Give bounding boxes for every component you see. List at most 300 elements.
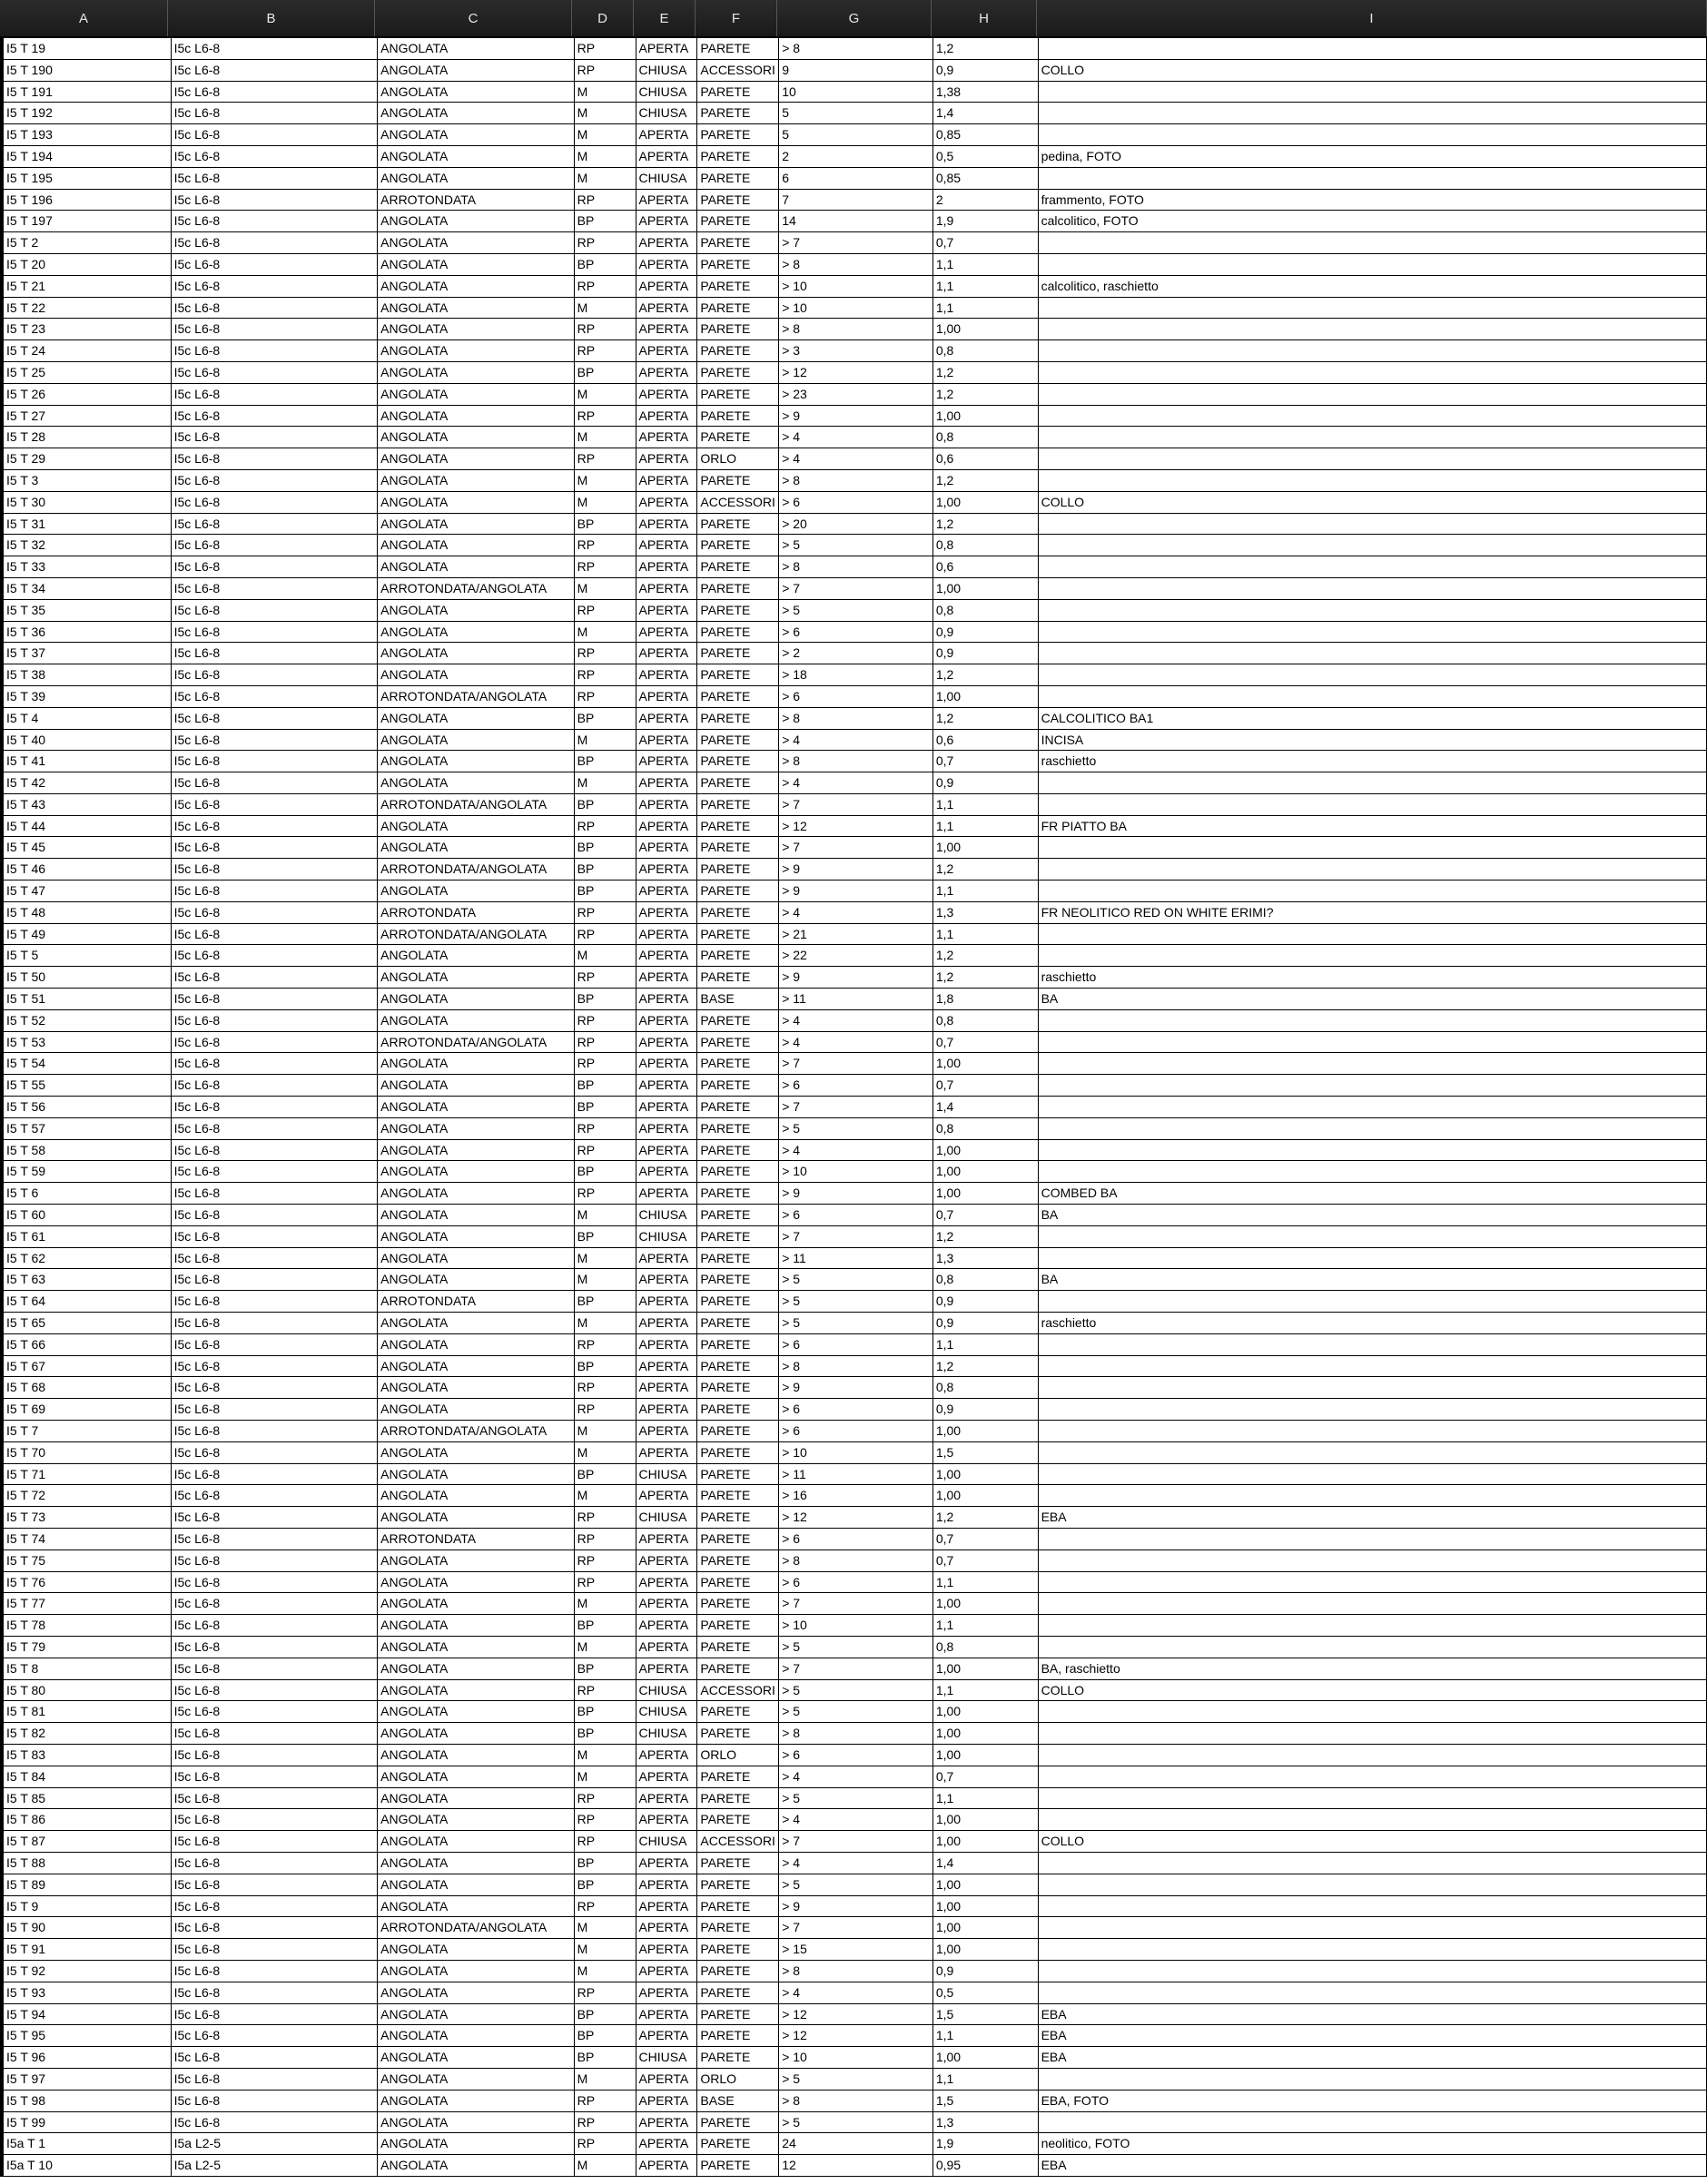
cell-e[interactable]: APERTA [636,146,698,167]
cell-d[interactable]: BP [575,1226,636,1247]
cell-e[interactable]: APERTA [636,1097,698,1117]
cell-b[interactable]: I5c L6-8 [172,924,379,945]
cell-f[interactable]: PARETE [697,686,779,707]
cell-i[interactable] [1039,1140,1707,1161]
cell-g[interactable]: > 6 [779,1075,933,1096]
cell-i[interactable] [1039,82,1707,103]
cell-f[interactable]: PARETE [697,1550,779,1571]
cell-i[interactable] [1039,427,1707,448]
cell-h[interactable]: 1,5 [933,1442,1039,1463]
cell-f[interactable]: PARETE [697,967,779,988]
cell-a[interactable]: I5 T 87 [4,1831,172,1852]
cell-i[interactable]: COLLO [1039,60,1707,81]
cell-g[interactable]: > 4 [779,1766,933,1787]
cell-g[interactable]: > 5 [779,1291,933,1312]
cell-i[interactable] [1039,1226,1707,1247]
cell-a[interactable]: I5 T 7 [4,1421,172,1441]
cell-b[interactable]: I5c L6-8 [172,2004,379,2025]
cell-d[interactable]: BP [575,1075,636,1096]
cell-g[interactable]: > 6 [779,1421,933,1441]
cell-g[interactable]: > 4 [779,1809,933,1830]
cell-g[interactable]: > 8 [779,556,933,577]
cell-c[interactable]: ARROTONDATA/ANGOLATA [378,1421,575,1441]
cell-d[interactable]: BP [575,794,636,815]
cell-d[interactable]: BP [575,362,636,383]
cell-h[interactable]: 1,4 [933,103,1039,123]
cell-i[interactable] [1039,1118,1707,1139]
cell-a[interactable]: I5 T 95 [4,2025,172,2046]
cell-i[interactable] [1039,1356,1707,1377]
cell-h[interactable]: 1,2 [933,470,1039,491]
cell-d[interactable]: M [575,124,636,145]
cell-f[interactable]: PARETE [697,1226,779,1247]
cell-b[interactable]: I5c L6-8 [172,60,379,81]
cell-a[interactable]: I5 T 33 [4,556,172,577]
cell-c[interactable]: ARROTONDATA [378,1291,575,1312]
cell-f[interactable]: PARETE [697,1075,779,1096]
cell-d[interactable]: BP [575,1658,636,1679]
cell-b[interactable]: I5c L6-8 [172,578,379,599]
cell-g[interactable]: > 10 [779,298,933,319]
cell-c[interactable]: ANGOLATA [378,232,575,253]
cell-i[interactable]: COLLO [1039,1680,1707,1701]
cell-g[interactable]: > 4 [779,427,933,448]
cell-f[interactable]: PARETE [697,1032,779,1053]
cell-i[interactable] [1039,1421,1707,1441]
cell-b[interactable]: I5c L6-8 [172,794,379,815]
cell-b[interactable]: I5c L6-8 [172,1723,379,1744]
cell-c[interactable]: ANGOLATA [378,2025,575,2046]
cell-b[interactable]: I5c L6-8 [172,967,379,988]
cell-b[interactable]: I5a L2-5 [172,2155,379,2176]
cell-e[interactable]: APERTA [636,1442,698,1463]
cell-a[interactable]: I5 T 80 [4,1680,172,1701]
cell-e[interactable]: APERTA [636,1788,698,1809]
cell-g[interactable]: > 10 [779,2047,933,2068]
cell-g[interactable]: > 8 [779,1550,933,1571]
cell-d[interactable]: BP [575,859,636,880]
cell-h[interactable]: 0,8 [933,427,1039,448]
cell-b[interactable]: I5c L6-8 [172,1572,379,1593]
cell-b[interactable]: I5c L6-8 [172,1183,379,1204]
cell-d[interactable]: RP [575,406,636,427]
cell-h[interactable]: 0,6 [933,448,1039,469]
cell-f[interactable]: PARETE [697,1982,779,2003]
cell-d[interactable]: RP [575,1010,636,1031]
cell-g[interactable]: > 23 [779,384,933,405]
cell-f[interactable]: PARETE [697,1053,779,1074]
cell-i[interactable] [1039,859,1707,880]
cell-g[interactable]: > 2 [779,643,933,664]
cell-c[interactable]: ARROTONDATA/ANGOLATA [378,794,575,815]
cell-i[interactable]: raschietto [1039,751,1707,772]
cell-b[interactable]: I5c L6-8 [172,1291,379,1312]
cell-d[interactable]: RP [575,1334,636,1355]
cell-g[interactable]: > 5 [779,2069,933,2090]
cell-a[interactable]: I5 T 94 [4,2004,172,2025]
cell-g[interactable]: > 11 [779,1464,933,1485]
cell-h[interactable]: 1,2 [933,945,1039,966]
cell-a[interactable]: I5 T 85 [4,1788,172,1809]
cell-f[interactable]: PARETE [697,1853,779,1874]
cell-g[interactable]: > 21 [779,924,933,945]
cell-g[interactable]: 6 [779,168,933,189]
cell-h[interactable]: 1,2 [933,708,1039,729]
cell-d[interactable]: M [575,103,636,123]
cell-d[interactable]: RP [575,967,636,988]
cell-c[interactable]: ANGOLATA [378,103,575,123]
cell-f[interactable]: PARETE [697,2155,779,2176]
cell-b[interactable]: I5c L6-8 [172,1226,379,1247]
cell-g[interactable]: > 7 [779,1593,933,1614]
cell-g[interactable]: > 15 [779,1939,933,1960]
cell-d[interactable]: BP [575,1356,636,1377]
cell-h[interactable]: 1,00 [933,1939,1039,1960]
cell-d[interactable]: M [575,470,636,491]
cell-i[interactable] [1039,1161,1707,1182]
cell-i[interactable] [1039,880,1707,901]
column-header-f[interactable]: F [696,0,777,36]
cell-i[interactable] [1039,1010,1707,1031]
cell-c[interactable]: ANGOLATA [378,622,575,643]
cell-c[interactable]: ANGOLATA [378,2133,575,2154]
cell-a[interactable]: I5 T 60 [4,1205,172,1225]
cell-d[interactable]: M [575,1205,636,1225]
cell-a[interactable]: I5 T 71 [4,1464,172,1485]
cell-e[interactable]: APERTA [636,1118,698,1139]
cell-f[interactable]: PARETE [697,1896,779,1917]
cell-a[interactable]: I5 T 55 [4,1075,172,1096]
cell-c[interactable]: ANGOLATA [378,837,575,858]
cell-f[interactable]: PARETE [697,190,779,211]
cell-g[interactable]: 5 [779,124,933,145]
cell-e[interactable]: APERTA [636,1874,698,1895]
cell-h[interactable]: 1,1 [933,254,1039,275]
cell-c[interactable]: ANGOLATA [378,1680,575,1701]
column-header-d[interactable]: D [572,0,634,36]
cell-b[interactable]: I5c L6-8 [172,470,379,491]
cell-a[interactable]: I5 T 75 [4,1550,172,1571]
cell-e[interactable]: APERTA [636,751,698,772]
cell-d[interactable]: BP [575,751,636,772]
cell-h[interactable]: 0,7 [933,751,1039,772]
column-header-b[interactable]: B [168,0,375,36]
cell-a[interactable]: I5 T 89 [4,1874,172,1895]
cell-e[interactable]: APERTA [636,1161,698,1182]
cell-b[interactable]: I5c L6-8 [172,1269,379,1290]
cell-c[interactable]: ARROTONDATA/ANGOLATA [378,578,575,599]
cell-h[interactable]: 1,2 [933,1507,1039,1528]
cell-g[interactable]: > 5 [779,2112,933,2133]
cell-e[interactable]: APERTA [636,124,698,145]
cell-b[interactable]: I5c L6-8 [172,232,379,253]
column-header-h[interactable]: H [932,0,1037,36]
cell-i[interactable] [1039,837,1707,858]
cell-c[interactable]: ANGOLATA [378,1982,575,2003]
cell-i[interactable]: raschietto [1039,1313,1707,1333]
cell-f[interactable]: PARETE [697,1269,779,1290]
cell-h[interactable]: 1,00 [933,492,1039,513]
cell-h[interactable]: 0,8 [933,1118,1039,1139]
cell-b[interactable]: I5c L6-8 [172,340,379,361]
cell-a[interactable]: I5 T 53 [4,1032,172,1053]
cell-a[interactable]: I5 T 191 [4,82,172,103]
cell-a[interactable]: I5 T 30 [4,492,172,513]
cell-f[interactable]: PARETE [697,340,779,361]
cell-e[interactable]: APERTA [636,989,698,1009]
cell-h[interactable]: 1,1 [933,1572,1039,1593]
cell-c[interactable]: ANGOLATA [378,124,575,145]
cell-d[interactable]: BP [575,1161,636,1182]
cell-b[interactable]: I5c L6-8 [172,643,379,664]
cell-h[interactable]: 1,9 [933,211,1039,231]
cell-b[interactable]: I5c L6-8 [172,406,379,427]
cell-c[interactable]: ANGOLATA [378,989,575,1009]
cell-b[interactable]: I5c L6-8 [172,1745,379,1766]
cell-e[interactable]: CHIUSA [636,82,698,103]
cell-e[interactable]: APERTA [636,535,698,556]
cell-d[interactable]: RP [575,1507,636,1528]
cell-f[interactable]: PARETE [697,1615,779,1636]
cell-h[interactable]: 0,8 [933,600,1039,621]
cell-b[interactable]: I5c L6-8 [172,427,379,448]
cell-e[interactable]: APERTA [636,298,698,319]
cell-c[interactable]: ANGOLATA [378,1658,575,1679]
cell-g[interactable]: > 7 [779,1917,933,1938]
cell-a[interactable]: I5 T 36 [4,622,172,643]
cell-c[interactable]: ANGOLATA [378,1939,575,1960]
cell-a[interactable]: I5 T 9 [4,1896,172,1917]
cell-a[interactable]: I5 T 37 [4,643,172,664]
cell-a[interactable]: I5 T 93 [4,1982,172,2003]
cell-e[interactable]: APERTA [636,664,698,685]
cell-c[interactable]: ANGOLATA [378,427,575,448]
cell-f[interactable]: PARETE [697,1356,779,1377]
cell-d[interactable]: RP [575,448,636,469]
cell-g[interactable]: > 7 [779,1097,933,1117]
cell-e[interactable]: APERTA [636,1658,698,1679]
cell-b[interactable]: I5c L6-8 [172,492,379,513]
cell-e[interactable]: APERTA [636,362,698,383]
cell-d[interactable]: M [575,1313,636,1333]
cell-b[interactable]: I5c L6-8 [172,1593,379,1614]
cell-g[interactable]: > 7 [779,837,933,858]
cell-h[interactable]: 1,00 [933,1421,1039,1441]
cell-i[interactable] [1039,2069,1707,2090]
cell-b[interactable]: I5c L6-8 [172,945,379,966]
cell-f[interactable]: PARETE [697,859,779,880]
cell-d[interactable]: BP [575,254,636,275]
cell-e[interactable]: APERTA [636,708,698,729]
cell-e[interactable]: APERTA [636,514,698,535]
cell-c[interactable]: ANGOLATA [378,1356,575,1377]
cell-f[interactable]: PARETE [697,1766,779,1787]
cell-i[interactable] [1039,1853,1707,1874]
cell-h[interactable]: 0,9 [933,643,1039,664]
cell-a[interactable]: I5 T 98 [4,2091,172,2111]
cell-f[interactable]: PARETE [697,1917,779,1938]
cell-f[interactable]: PARETE [697,1593,779,1614]
cell-g[interactable]: > 4 [779,730,933,751]
cell-c[interactable]: ANGOLATA [378,406,575,427]
cell-h[interactable]: 1,00 [933,1053,1039,1074]
cell-d[interactable]: M [575,730,636,751]
cell-g[interactable]: > 7 [779,578,933,599]
cell-i[interactable] [1039,664,1707,685]
cell-d[interactable]: M [575,1917,636,1938]
cell-c[interactable]: ANGOLATA [378,751,575,772]
cell-f[interactable]: PARETE [697,2112,779,2133]
cell-d[interactable]: RP [575,1896,636,1917]
cell-i[interactable]: FR PIATTO BA [1039,816,1707,837]
cell-b[interactable]: I5c L6-8 [172,600,379,621]
cell-h[interactable]: 1,00 [933,1161,1039,1182]
cell-a[interactable]: I5 T 34 [4,578,172,599]
cell-g[interactable]: > 3 [779,340,933,361]
cell-g[interactable]: > 5 [779,1680,933,1701]
cell-f[interactable]: PARETE [697,211,779,231]
cell-g[interactable]: > 5 [779,1637,933,1658]
cell-a[interactable]: I5 T 68 [4,1377,172,1398]
cell-f[interactable]: PARETE [697,1291,779,1312]
cell-g[interactable]: > 7 [779,1053,933,1074]
cell-f[interactable]: PARETE [697,1097,779,1117]
cell-g[interactable]: > 10 [779,276,933,297]
cell-e[interactable]: APERTA [636,1053,698,1074]
cell-a[interactable]: I5 T 23 [4,319,172,339]
cell-h[interactable]: 1,2 [933,514,1039,535]
cell-i[interactable] [1039,340,1707,361]
cell-h[interactable]: 0,8 [933,1010,1039,1031]
cell-d[interactable]: BP [575,1701,636,1722]
cell-h[interactable]: 0,9 [933,1291,1039,1312]
cell-c[interactable]: ANGOLATA [378,1205,575,1225]
cell-i[interactable]: COLLO [1039,492,1707,513]
cell-h[interactable]: 1,00 [933,1485,1039,1506]
cell-h[interactable]: 0,6 [933,556,1039,577]
cell-h[interactable]: 1,3 [933,902,1039,923]
cell-c[interactable]: ANGOLATA [378,2069,575,2090]
cell-d[interactable]: M [575,578,636,599]
cell-i[interactable] [1039,643,1707,664]
cell-f[interactable]: PARETE [697,816,779,837]
cell-e[interactable]: CHIUSA [636,1680,698,1701]
cell-a[interactable]: I5 T 41 [4,751,172,772]
cell-e[interactable]: APERTA [636,2112,698,2133]
cell-c[interactable]: ANGOLATA [378,82,575,103]
cell-b[interactable]: I5c L6-8 [172,2091,379,2111]
cell-e[interactable]: APERTA [636,924,698,945]
cell-i[interactable] [1039,1788,1707,1809]
cell-i[interactable] [1039,600,1707,621]
cell-a[interactable]: I5 T 69 [4,1399,172,1420]
cell-g[interactable]: > 4 [779,902,933,923]
cell-a[interactable]: I5 T 22 [4,298,172,319]
cell-c[interactable]: ANGOLATA [378,1399,575,1420]
cell-i[interactable] [1039,1809,1707,1830]
cell-c[interactable]: ANGOLATA [378,643,575,664]
cell-d[interactable]: BP [575,2025,636,2046]
cell-b[interactable]: I5c L6-8 [172,772,379,793]
cell-c[interactable]: ANGOLATA [378,1183,575,1204]
cell-i[interactable] [1039,168,1707,189]
cell-e[interactable]: APERTA [636,2155,698,2176]
cell-a[interactable]: I5 T 91 [4,1939,172,1960]
cell-g[interactable]: > 8 [779,38,933,59]
cell-i[interactable] [1039,1399,1707,1420]
cell-b[interactable]: I5c L6-8 [172,1421,379,1441]
cell-d[interactable]: BP [575,837,636,858]
cell-c[interactable]: ANGOLATA [378,600,575,621]
cell-f[interactable]: ORLO [697,448,779,469]
cell-f[interactable]: PARETE [697,1399,779,1420]
cell-c[interactable]: ANGOLATA [378,1831,575,1852]
cell-a[interactable]: I5 T 67 [4,1356,172,1377]
cell-f[interactable]: PARETE [697,1939,779,1960]
cell-i[interactable]: EBA [1039,2025,1707,2046]
cell-a[interactable]: I5 T 47 [4,880,172,901]
cell-g[interactable]: > 5 [779,1313,933,1333]
cell-d[interactable]: RP [575,1183,636,1204]
cell-g[interactable]: > 8 [779,1723,933,1744]
cell-d[interactable]: RP [575,924,636,945]
cell-i[interactable] [1039,1701,1707,1722]
cell-b[interactable]: I5c L6-8 [172,124,379,145]
column-header-c[interactable]: C [375,0,572,36]
cell-a[interactable]: I5 T 65 [4,1313,172,1333]
cell-d[interactable]: RP [575,1809,636,1830]
cell-i[interactable] [1039,1550,1707,1571]
cell-b[interactable]: I5c L6-8 [172,276,379,297]
cell-e[interactable]: APERTA [636,1766,698,1787]
cell-e[interactable]: APERTA [636,1248,698,1269]
cell-e[interactable]: APERTA [636,340,698,361]
cell-g[interactable]: > 6 [779,686,933,707]
cell-e[interactable]: APERTA [636,1075,698,1096]
cell-b[interactable]: I5c L6-8 [172,1680,379,1701]
cell-e[interactable]: CHIUSA [636,1723,698,1744]
cell-c[interactable]: ANGOLATA [378,816,575,837]
cell-a[interactable]: I5 T 21 [4,276,172,297]
cell-f[interactable]: PARETE [697,794,779,815]
cell-f[interactable]: PARETE [697,1572,779,1593]
cell-h[interactable]: 0,9 [933,1399,1039,1420]
cell-c[interactable]: ANGOLATA [378,146,575,167]
cell-h[interactable]: 1,00 [933,1701,1039,1722]
cell-g[interactable]: > 7 [779,1226,933,1247]
cell-b[interactable]: I5c L6-8 [172,1334,379,1355]
cell-a[interactable]: I5 T 92 [4,1961,172,1982]
cell-e[interactable]: APERTA [636,880,698,901]
cell-h[interactable]: 1,2 [933,38,1039,59]
cell-a[interactable]: I5 T 76 [4,1572,172,1593]
cell-h[interactable]: 0,7 [933,232,1039,253]
cell-i[interactable]: EBA, FOTO [1039,2091,1707,2111]
cell-e[interactable]: APERTA [636,730,698,751]
cell-c[interactable]: ARROTONDATA/ANGOLATA [378,1917,575,1938]
cell-b[interactable]: I5c L6-8 [172,816,379,837]
cell-i[interactable] [1039,1766,1707,1787]
cell-a[interactable]: I5 T 2 [4,232,172,253]
cell-a[interactable]: I5 T 48 [4,902,172,923]
cell-g[interactable]: > 4 [779,1140,933,1161]
cell-g[interactable]: > 11 [779,1248,933,1269]
cell-c[interactable]: ANGOLATA [378,1053,575,1074]
cell-h[interactable]: 1,4 [933,1853,1039,1874]
cell-d[interactable]: RP [575,816,636,837]
cell-e[interactable]: APERTA [636,1961,698,1982]
cell-a[interactable]: I5 T 193 [4,124,172,145]
